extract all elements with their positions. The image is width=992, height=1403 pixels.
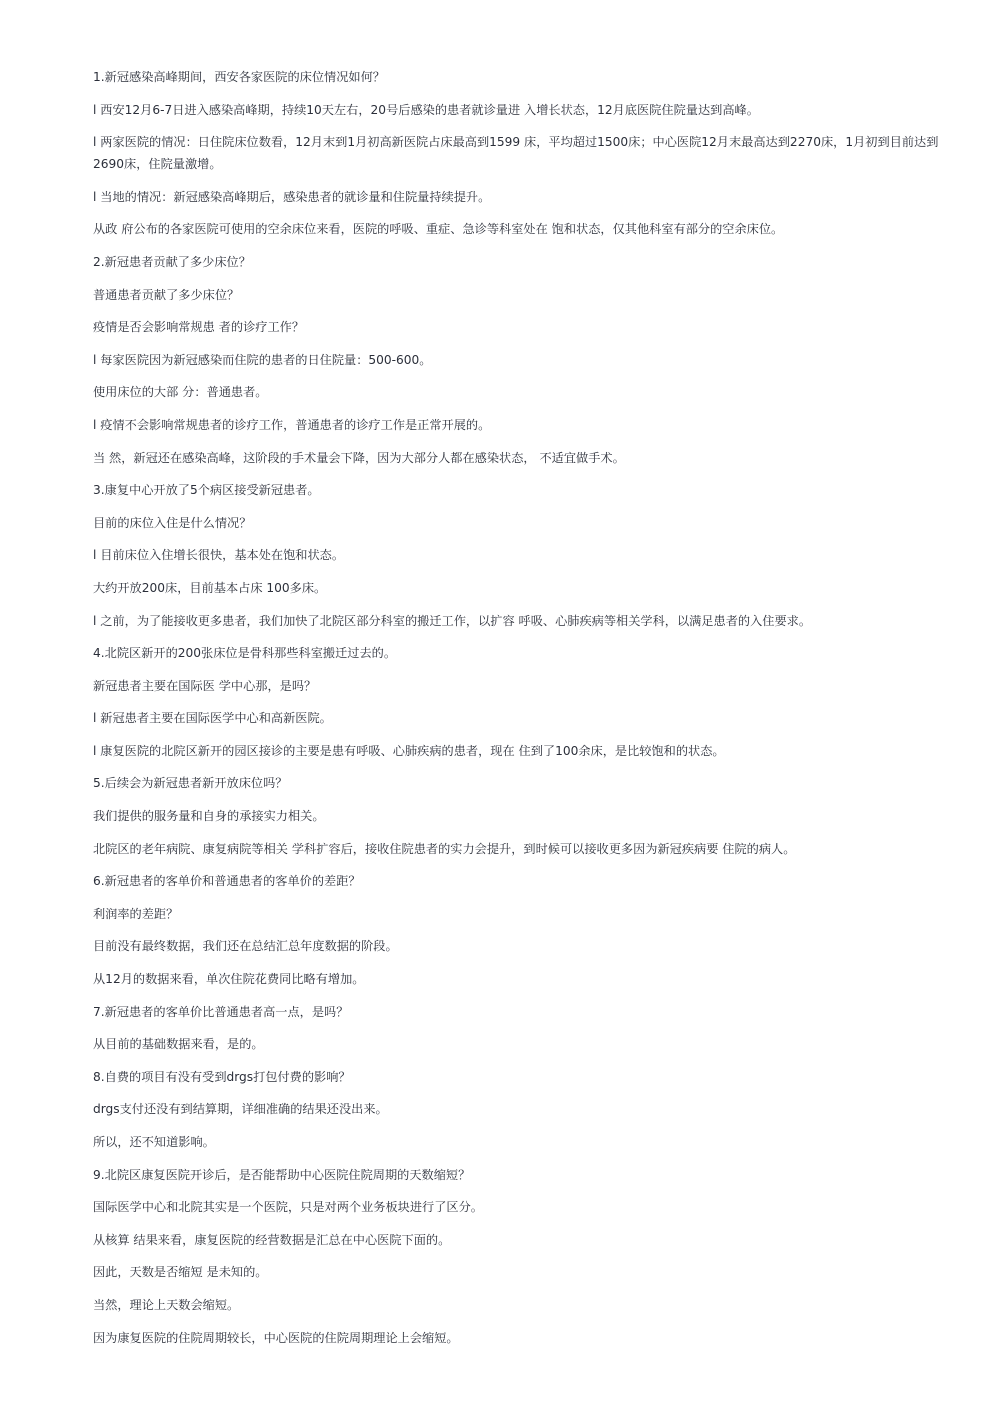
paragraph-q6: 6.新冠患者的客单价和普通患者的客单价的差距？ (93, 874, 361, 889)
paragraph: 利润率的差距？ (93, 906, 179, 921)
paragraph: 从核算 结果来看，康复医院的经营数据是汇总在中心医院下面的。 (93, 1232, 451, 1247)
paragraph: 普通患者贡献了多少床位？ (93, 287, 240, 302)
paragraph-q1: 1.新冠感染高峰期间，西安各家医院的床位情况如何？ (93, 70, 385, 84)
paragraph: 因此，天数是否缩短 是未知的。 (93, 1265, 268, 1280)
paragraph: l 目前床位入住增长很快，基本处在饱和状态。 (93, 548, 345, 563)
paragraph: 从目前的基础数据来看，是的。 (93, 1037, 264, 1052)
paragraph: l 西安12月6-7日进入感染高峰期，持续10天左右，20号后感染的患者就诊量进 入增长状态，12月底医院住院量达到高峰。 (93, 102, 759, 117)
paragraph: 新冠患者主要在国际医 学中心那，是吗？ (93, 678, 317, 693)
paragraph-q4: 4.北院区新开的200张床位是骨科那些科室搬迁过去的。 (93, 646, 397, 661)
paragraph: 因为康复医院的住院周期较长，中心医院的住院周期理论上会缩短。 (93, 1330, 459, 1345)
paragraph-q2: 2.新冠患者贡献了多少床位？ (93, 254, 251, 269)
paragraph: drgs支付还没有到结算期，详细准确的结果还没出来。 (93, 1102, 388, 1117)
paragraph-q9: 9.北院区康复医院开诊后，是否能帮助中心医院住院周期的天数缩短？ (93, 1167, 471, 1182)
paragraph: l 之前，为了能接收更多患者，我们加快了北院区部分科室的搬迁工作，以扩容 呼吸、心肺疾病等相关学科，以满足患者的入住要求。 (93, 613, 812, 628)
paragraph: l 新冠患者主要在国际医学中心和高新医院。 (93, 711, 332, 726)
paragraph: l 康复医院的北院区新开的园区接诊的主要是患有呼吸、心肺疾病的患者，现在 住到了100余床，是比较饱和的状态。 (93, 743, 725, 758)
paragraph-q5: 5.后续会为新冠患者新开放床位吗？ (93, 776, 288, 791)
paragraph: 所以，还不知道影响。 (93, 1135, 215, 1149)
paragraph-q8: 8.自费的项目有没有受到drgs打包付费的影响？ (93, 1069, 351, 1084)
paragraph: l 疫情不会影响常规患者的诊疗工作，普通患者的诊疗工作是正常开展的。 (93, 417, 491, 432)
paragraph: l 两家医院的情况：日住院床位数看，12月末到1月初高新医院占床最高到1599 床，平均超过1500床；中心医院12月末最高达到2270床，1月初到目前达到 2690床，住院量激增。 (93, 135, 939, 172)
paragraph: 大约开放200床，目前基本占床 100多床。 (93, 580, 327, 595)
paragraph: 我们提供的服务量和自身的承接实力相关。 (93, 809, 325, 824)
paragraph: 国际医学中心和北院其实是一个医院，只是对两个业务板块进行了区分。 (93, 1200, 483, 1215)
paragraph: 从政 府公布的各家医院可使用的空余床位来看，医院的呼吸、重症、急诊等科室处在 饱和状态，仅其他科室有部分的空余床位。 (93, 222, 784, 237)
paragraph: 当然，理论上天数会缩短。 (93, 1297, 240, 1312)
paragraph: 使用床位的大部 分：普通患者。 (93, 385, 268, 400)
paragraph: l 当地的情况：新冠感染高峰期后，感染患者的就诊量和住院量持续提升。 (93, 189, 491, 204)
paragraph-q3: 3.康复中心开放了5个病区接受新冠患者。 (93, 483, 320, 498)
paragraph: 目前没有最终数据，我们还在总结汇总年度数据的阶段。 (93, 939, 398, 954)
paragraph-q7: 7.新冠患者的客单价比普通患者高一点，是吗？ (93, 1004, 349, 1019)
document-body (93, 66, 945, 1359)
paragraph: 北院区的老年病院、康复病院等相关 学科扩容后，接收住院患者的实力会提升，到时候可以接收更多因为新冠疾病要 住院的病人。 (93, 841, 796, 856)
paragraph: 目前的床位入住是什么情况？ (93, 515, 252, 530)
paragraph: 从12月的数据来看，单次住院花费同比略有增加。 (93, 972, 365, 987)
paragraph: 当 然，新冠还在感染高峰，这阶段的手术量会下降，因为大部分人都在感染状态， 不适宜做手术。 (93, 450, 625, 465)
paragraph: l 每家医院因为新冠感染而住院的患者的日住院量：500-600。 (93, 352, 432, 367)
paragraph: 疫情是否会影响常规患 者的诊疗工作？ (93, 320, 305, 335)
